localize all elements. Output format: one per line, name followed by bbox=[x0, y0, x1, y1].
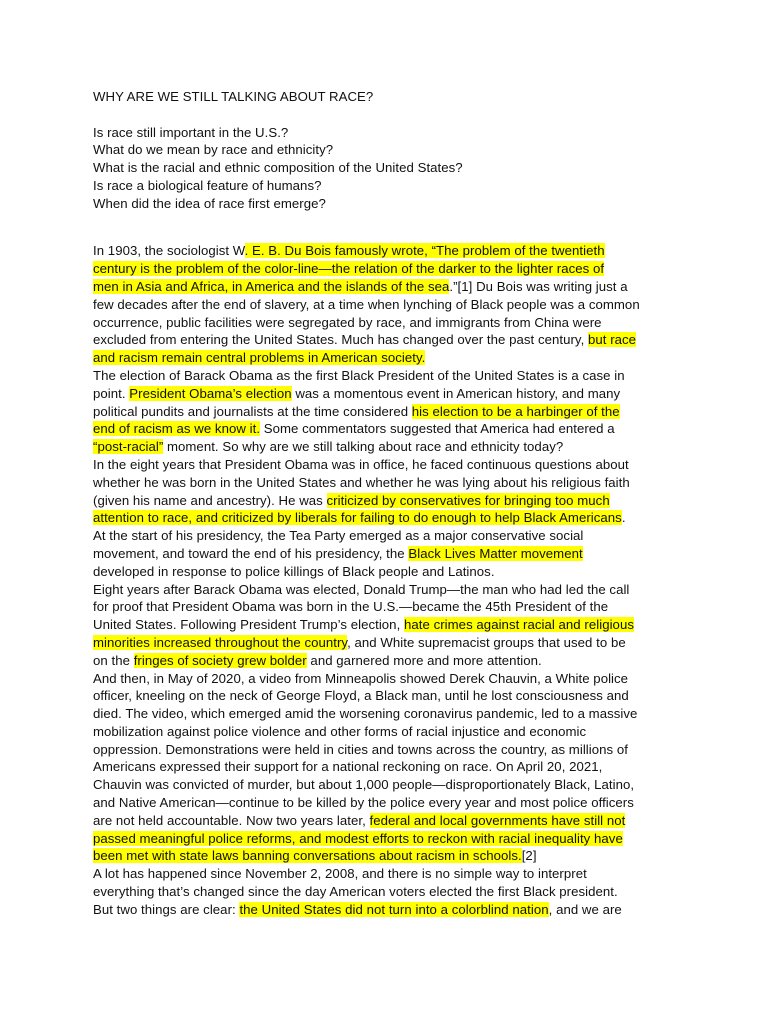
body-line bbox=[93, 883, 681, 901]
question-item: What is the racial and ethnic composition of the United States? bbox=[93, 160, 463, 176]
question-item: When did the idea of race first emerge? bbox=[93, 195, 326, 211]
text-run: .”[1] Du Bois was writing just a bbox=[449, 278, 628, 294]
text-run: The election of Barack Obama as the first Black President of the United States is a case in bbox=[93, 367, 625, 383]
body-line bbox=[93, 563, 681, 581]
text-run: A lot has happened since November 2, 2008, and there is no simple way to interpret bbox=[93, 866, 587, 882]
highlighted-text: men in Asia and Africa, in America and the islands of the sea bbox=[93, 278, 450, 294]
text-run: whether he was born in the United States and whether he was lying about his religious faith bbox=[93, 474, 630, 490]
body-line bbox=[93, 474, 681, 492]
body-line bbox=[93, 652, 681, 670]
text-run: In the eight years that President Obama was in office, he faced continuous questions about bbox=[93, 456, 629, 472]
highlighted-text: criticized by conservatives for bringing too much bbox=[326, 492, 610, 508]
text-run: But two things are clear: bbox=[93, 901, 240, 917]
text-run: [2] bbox=[521, 848, 537, 864]
spacer bbox=[93, 230, 681, 242]
text-run: Americans expressed their support for a national reckoning on race. On April 20, 2021, bbox=[93, 759, 603, 775]
text-run: , and White supremacist groups that used to be bbox=[347, 634, 626, 650]
text-run: few decades after the end of slavery, at a time when lynching of Black people was a common bbox=[93, 296, 640, 312]
document-page bbox=[93, 88, 681, 919]
text-run: developed in response to police killings of Black people and Latinos. bbox=[93, 563, 495, 579]
text-run: moment. So why are we still talking about race and ethnicity today? bbox=[163, 439, 564, 455]
highlighted-text: . E. B. Du Bois famously wrote, “The problem of the twentieth bbox=[244, 243, 605, 259]
body-line bbox=[93, 331, 681, 349]
highlighted-text: Black Lives Matter movement bbox=[408, 545, 583, 561]
text-run: and garnered more and more attention. bbox=[306, 652, 542, 668]
spacer bbox=[93, 213, 681, 231]
question-list bbox=[93, 124, 681, 213]
text-run: occurrence, public facilities were segregated by race, and immigrants from China were bbox=[93, 314, 602, 330]
highlighted-text: passed meaningful police reforms, and modest efforts to reckon with racial inequality have bbox=[93, 830, 623, 846]
highlighted-text: and racism remain central problems in American society. bbox=[93, 350, 426, 366]
highlighted-text: federal and local governments have still not bbox=[369, 812, 626, 828]
body-line bbox=[93, 242, 681, 260]
body-line bbox=[93, 278, 681, 296]
highlighted-text: century is the problem of the color-line—the relation of the darker to the lighter races of bbox=[93, 261, 605, 277]
body-line bbox=[93, 403, 681, 421]
body-line bbox=[93, 545, 681, 563]
text-run: . bbox=[621, 510, 626, 526]
spacer bbox=[93, 106, 681, 124]
body-line bbox=[93, 758, 681, 776]
text-run: point. bbox=[93, 385, 130, 401]
body-line bbox=[93, 581, 681, 599]
body-line bbox=[93, 794, 681, 812]
text-run: are not held accountable. Now two years later, bbox=[93, 812, 370, 828]
text-run: , and we are bbox=[548, 901, 622, 917]
text-run: was a momentous event in American history, and many bbox=[291, 385, 621, 401]
text-run: (given his name and ancestry). He was bbox=[93, 492, 327, 508]
text-run: and Native American—continue to be killed by the police every year and most police officers bbox=[93, 795, 634, 811]
body-line bbox=[93, 260, 681, 278]
body-line bbox=[93, 438, 681, 456]
highlighted-text: fringes of society grew bolder bbox=[133, 652, 307, 668]
body-line bbox=[93, 812, 681, 830]
body-line bbox=[93, 901, 681, 919]
text-run: And then, in May of 2020, a video from Minneapolis showed Derek Chauvin, a White police bbox=[93, 670, 629, 686]
text-run: mobilization against police violence and other forms of racial injustice and economic bbox=[93, 723, 587, 739]
body-line bbox=[93, 598, 681, 616]
text-run: oppression. Demonstrations were held in cities and towns across the country, as millions of bbox=[93, 741, 628, 757]
text-run: on the bbox=[93, 652, 134, 668]
body-line bbox=[93, 314, 681, 332]
question-item: Is race still important in the U.S.? bbox=[93, 124, 289, 140]
question-item: What do we mean by race and ethnicity? bbox=[93, 142, 334, 158]
text-run: Eight years after Barack Obama was elected, Donald Trump—the man who had led the call bbox=[93, 581, 630, 597]
body-line bbox=[93, 865, 681, 883]
text-run: Some commentators suggested that America had entered a bbox=[260, 421, 615, 437]
body-line bbox=[93, 492, 681, 510]
body-line bbox=[93, 509, 681, 527]
body-line bbox=[93, 634, 681, 652]
highlighted-text: attention to race, and criticized by liberals for failing to do enough to help Black Americans bbox=[93, 510, 622, 526]
body-line bbox=[93, 527, 681, 545]
text-run: United States. Following President Trump’s election, bbox=[93, 617, 404, 633]
body-line bbox=[93, 456, 681, 474]
body-line bbox=[93, 687, 681, 705]
question-item: Is race a biological feature of humans? bbox=[93, 177, 322, 193]
body-line bbox=[93, 705, 681, 723]
body-text bbox=[93, 242, 681, 918]
body-line bbox=[93, 723, 681, 741]
body-line bbox=[93, 830, 681, 848]
body-line bbox=[93, 296, 681, 314]
body-line bbox=[93, 776, 681, 794]
highlighted-text: minorities increased throughout the country bbox=[93, 634, 348, 650]
text-run: for proof that President Obama was born in the U.S.—became the 45th President of the bbox=[93, 599, 609, 615]
body-line bbox=[93, 385, 681, 403]
highlighted-text: but race bbox=[588, 332, 637, 348]
text-run: excluded from entering the United States. Much has changed over the past century, bbox=[93, 332, 589, 348]
text-run: died. The video, which emerged amid the worsening coronavirus pandemic, led to a massive bbox=[93, 706, 638, 722]
body-line bbox=[93, 616, 681, 634]
body-line bbox=[93, 349, 681, 367]
highlighted-text: been met with state laws banning conversations about racism in schools. bbox=[93, 848, 522, 864]
text-run: Chauvin was convicted of murder, but about 1,000 people—disproportionately Black, Latino, bbox=[93, 777, 635, 793]
body-line bbox=[93, 741, 681, 759]
text-run: officer, kneeling on the neck of George Floyd, a Black man, until he lost consciousness and bbox=[93, 688, 629, 704]
highlighted-text: President Obama’s election bbox=[129, 385, 292, 401]
text-run: movement, and toward the end of his presidency, the bbox=[93, 545, 409, 561]
highlighted-text: end of racism as we know it. bbox=[93, 421, 261, 437]
text-run: everything that’s changed since the day American voters elected the first Black president. bbox=[93, 884, 618, 900]
highlighted-text: hate crimes against racial and religious bbox=[404, 617, 634, 633]
highlighted-text: “post-racial” bbox=[93, 439, 164, 455]
highlighted-text: his election to be a harbinger of the bbox=[411, 403, 620, 419]
text-run: In 1903, the sociologist W bbox=[93, 243, 245, 259]
body-line bbox=[93, 670, 681, 688]
text-run: political pundits and journalists at the time considered bbox=[93, 403, 412, 419]
body-line bbox=[93, 847, 681, 865]
body-line bbox=[93, 367, 681, 385]
text-run: At the start of his presidency, the Tea Party emerged as a major conservative social bbox=[93, 528, 584, 544]
highlighted-text: the United States did not turn into a colorblind nation bbox=[239, 901, 549, 917]
body-line bbox=[93, 420, 681, 438]
document-title: WHY ARE WE STILL TALKING ABOUT RACE? bbox=[93, 89, 374, 104]
